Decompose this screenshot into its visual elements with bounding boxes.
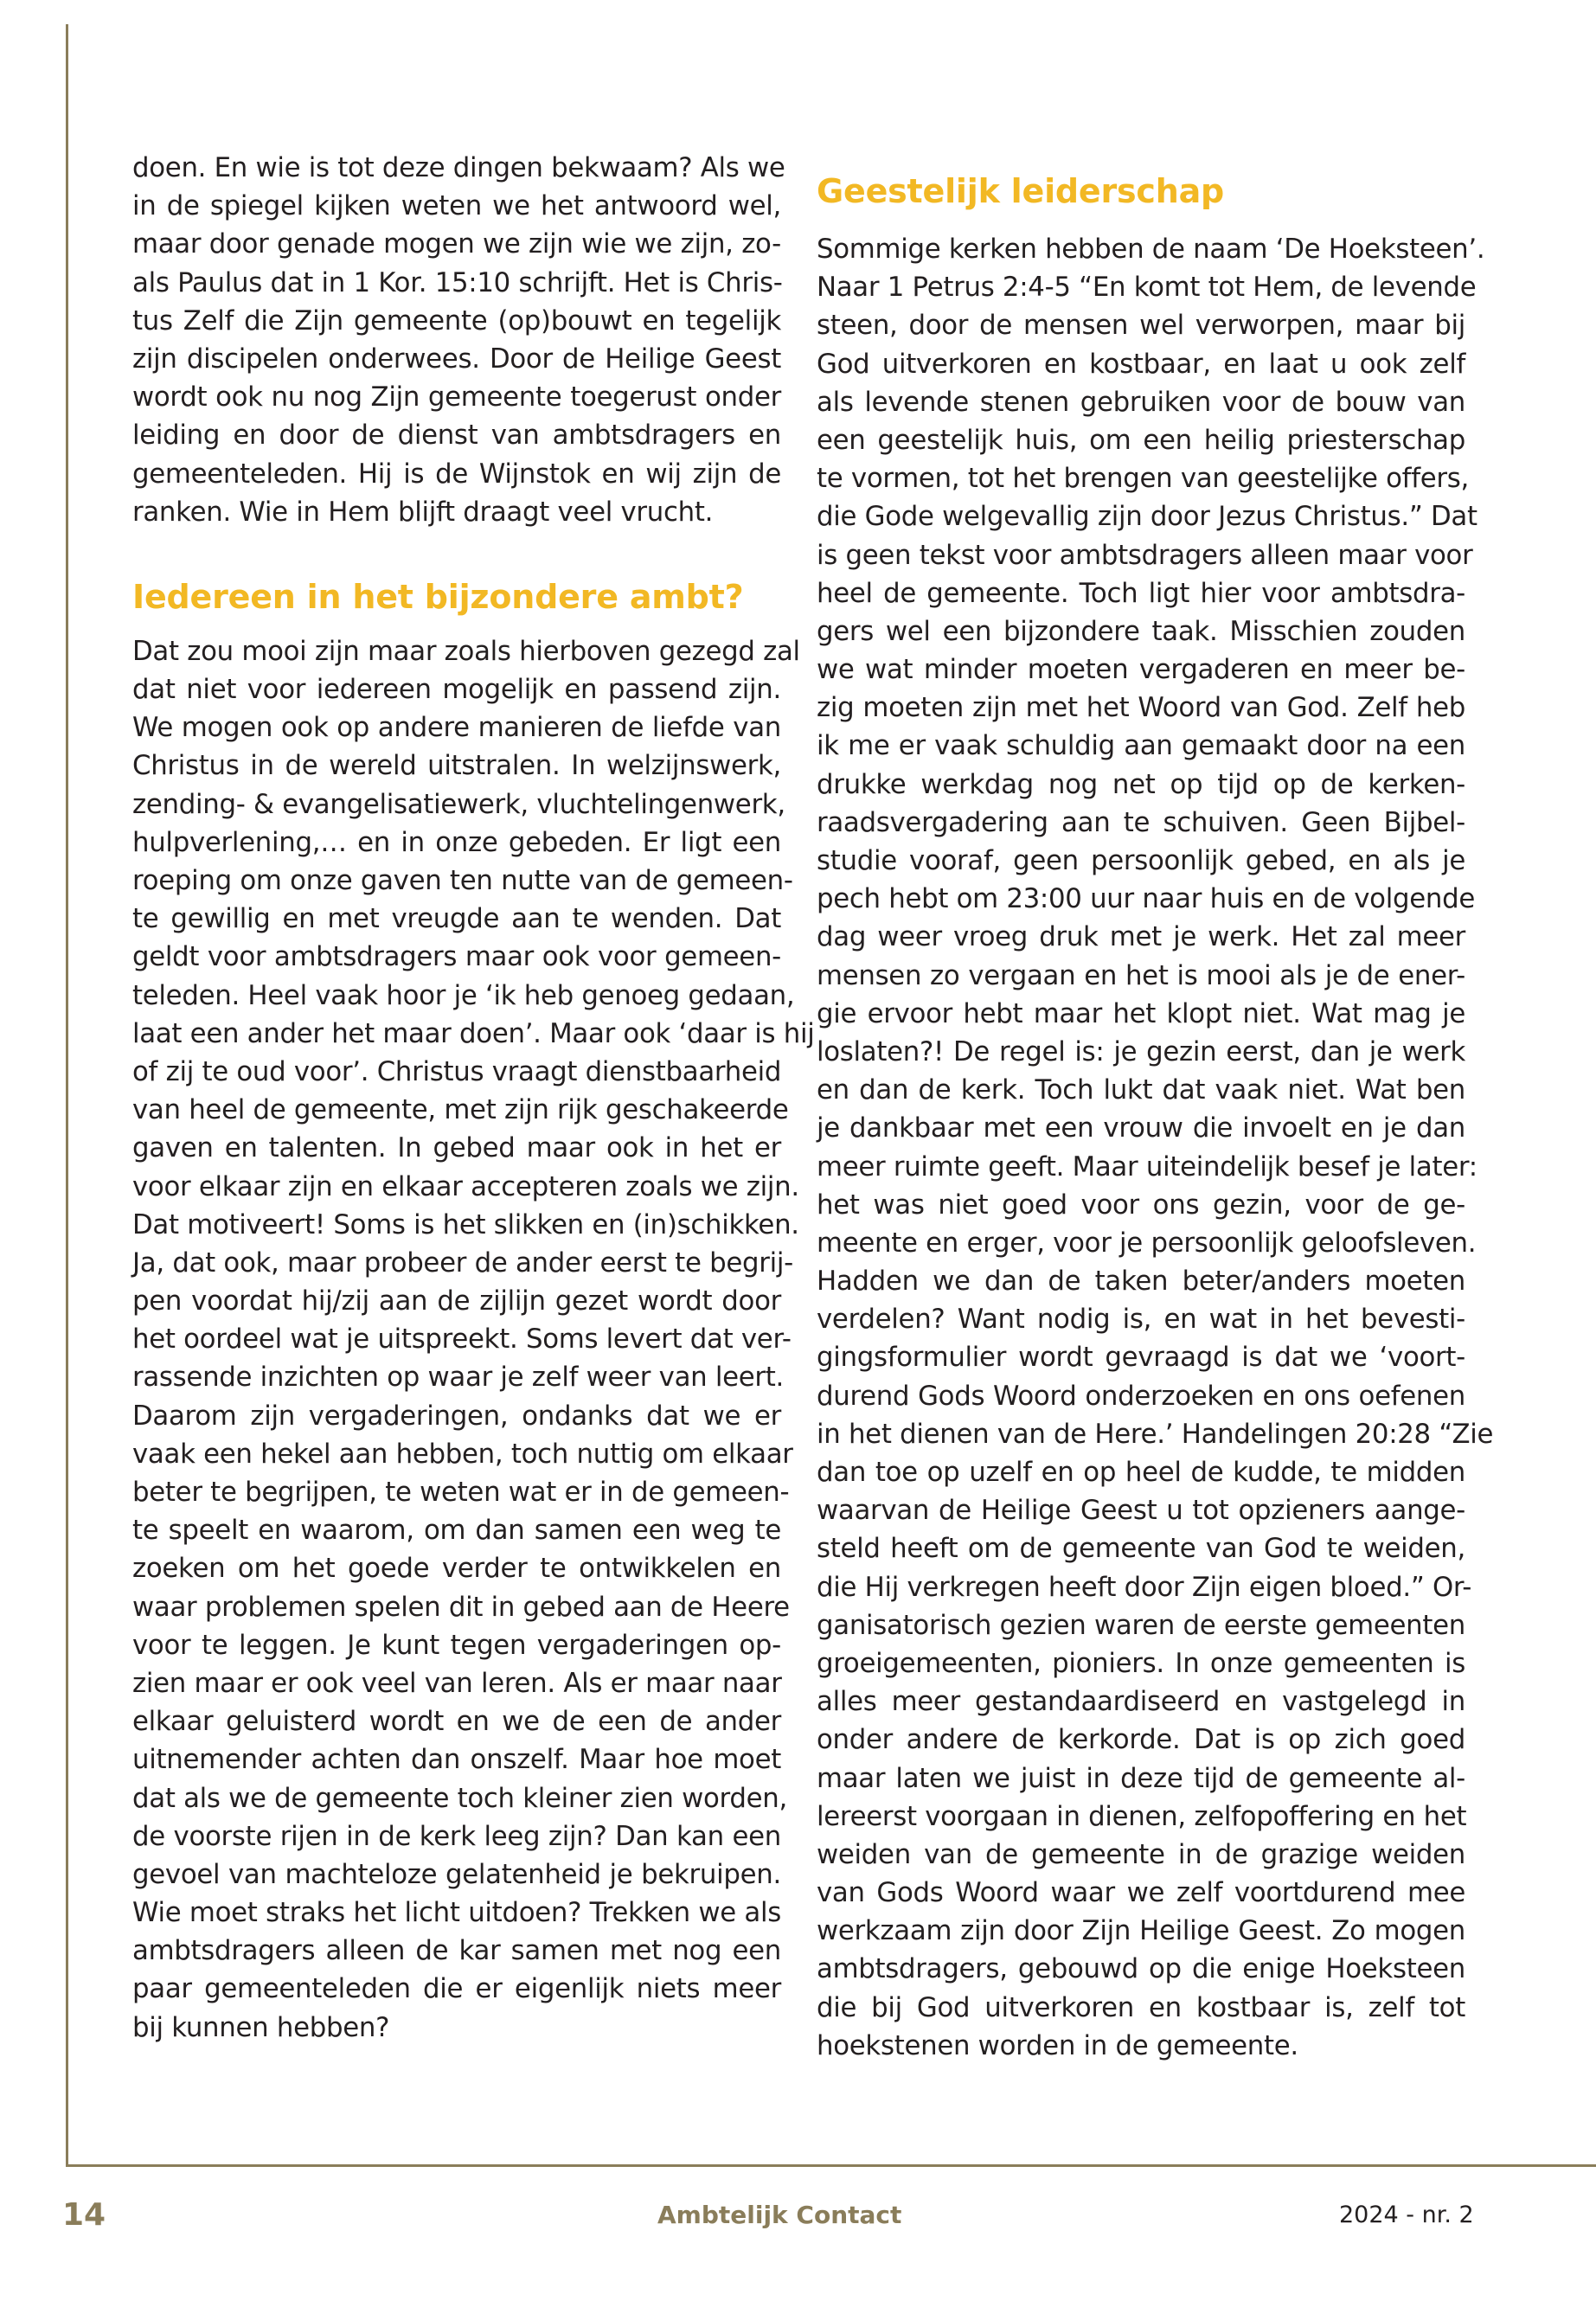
text-line: ganisatorisch gezien waren de eerste gemeenten xyxy=(817,1609,1465,1641)
left-column xyxy=(132,149,815,2047)
text-line: dat als we de gemeente toch kleiner zien worden, xyxy=(132,1782,787,1814)
text-line: Daarom zijn vergaderingen, ondanks dat we er xyxy=(132,1400,781,1432)
text-line: zig moeten zijn met het Woord van God. Zelf heb xyxy=(817,692,1465,724)
text-line: meer ruimte geeft. Maar uiteindelijk besef je later: xyxy=(817,1150,1477,1183)
text-line: die Hij verkregen heeft door Zijn eigen bloed.” Or- xyxy=(817,1571,1472,1603)
text-line: mensen zo vergaan en het is mooi als je de ener- xyxy=(817,959,1465,991)
text-line: gevoel van machteloze gelatenheid je bekruipen. xyxy=(132,1858,781,1890)
text-line: weiden van de gemeente in de grazige weiden xyxy=(817,1838,1465,1870)
text-line: teleden. Heel vaak hoor je ‘ik heb genoeg gedaan, xyxy=(132,979,795,1011)
text-line: elkaar geluisterd wordt en we de een de ander xyxy=(132,1706,781,1738)
text-line: gemeenteleden. Hij is de Wijnstok en wij zijn de xyxy=(132,458,781,490)
text-line: voor elkaar zijn en elkaar accepteren zoals we zijn. xyxy=(132,1170,799,1202)
text-line: laat een ander het maar doen’. Maar ook ‘daar is hij xyxy=(132,1017,815,1049)
text-line: die bij God uitverkoren en kostbaar is, zelf tot xyxy=(817,1991,1465,2023)
text-line: en dan de kerk. Toch lukt dat vaak niet. Wat ben xyxy=(817,1074,1465,1106)
text-line: meente en erger, voor je persoonlijk geloofsleven. xyxy=(817,1227,1477,1259)
text-line: gingsformulier wordt gevraagd is dat we ‘voort- xyxy=(817,1342,1465,1374)
text-line: maar door genade mogen we zijn wie we zijn, zo- xyxy=(132,228,781,260)
text-line: roeping om onze gaven ten nutte van de gemeen- xyxy=(132,865,793,896)
text-line: hulpverlening,… en in onze gebeden. Er ligt een xyxy=(132,826,781,858)
text-line: zending- & evangelisatiewerk, vluchtelingenwerk, xyxy=(132,788,785,820)
text-line: waar problemen spelen dit in gebed aan de Heere xyxy=(132,1591,790,1623)
text-line: Ja, dat ook, maar probeer de ander eerst te begrij- xyxy=(132,1247,793,1279)
text-line: maar laten we juist in deze tijd de gemeente al- xyxy=(817,1762,1465,1794)
left-paragraph-1 xyxy=(132,149,785,531)
text-line: Sommige kerken hebben de naam ‘De Hoeksteen’. xyxy=(817,234,1485,265)
text-line: pech hebt om 23:00 uur naar huis en de volgende xyxy=(817,883,1475,915)
page-number: 14 xyxy=(62,2197,106,2233)
section-heading-iedereen: Iedereen in het bijzondere ambt? xyxy=(132,577,744,616)
text-line: Wie moet straks het licht uitdoen? Trekken we als xyxy=(132,1897,781,1929)
text-line: te speelt en waarom, om dan samen een weg te xyxy=(132,1515,781,1547)
text-line: een geestelijk huis, om een heilig priesterschap xyxy=(817,424,1465,456)
text-line: alles meer gestandaardiseerd en vastgelegd in xyxy=(817,1686,1465,1718)
text-line: het oordeel wat je uitspreekt. Soms levert dat ver- xyxy=(132,1324,792,1356)
text-line: leiding en door de dienst van ambtsdragers en xyxy=(132,420,781,452)
footer-horizontal-rule xyxy=(66,2164,1596,2167)
text-line: zijn discipelen onderwees. Door de Heilige Geest xyxy=(132,343,781,375)
text-line: tus Zelf die Zijn gemeente (op)bouwt en tegelijk xyxy=(132,304,781,336)
text-line: God uitverkoren en kostbaar, en laat u ook zelf xyxy=(817,348,1465,380)
text-line: doen. En wie is tot deze dingen bekwaam? Als we xyxy=(132,152,785,183)
left-paragraph-2 xyxy=(132,632,815,2047)
text-line: de voorste rijen in de kerk leeg zijn? Dan kan een xyxy=(132,1820,781,1852)
text-line: van Gods Woord waar we zelf voortdurend mee xyxy=(817,1877,1465,1909)
text-line: bij kunnen hebben? xyxy=(132,2011,390,2043)
text-line: onder andere de kerkorde. Dat is op zich goed xyxy=(817,1724,1465,1756)
text-line: raadsvergadering aan te schuiven. Geen Bijbel- xyxy=(817,806,1465,838)
text-line: waarvan de Heilige Geest u tot opzieners aange- xyxy=(817,1495,1465,1527)
text-line: we wat minder moeten vergaderen en meer be- xyxy=(817,654,1465,686)
text-line: steen, door de mensen wel verworpen, maar bij xyxy=(817,310,1465,342)
text-line: Dat zou mooi zijn maar zoals hierboven gezegd zal xyxy=(132,635,800,667)
text-line: We mogen ook op andere manieren de liefde van xyxy=(132,712,781,744)
publication-title: Ambtelijk Contact xyxy=(657,2201,902,2229)
text-line: Dat motiveert! Soms is het slikken en (in)schikken. xyxy=(132,1208,799,1240)
text-line: je dankbaar met een vrouw die invoelt en je dan xyxy=(817,1112,1465,1144)
text-line: pen voordat hij/zij aan de zijlijn gezet wordt door xyxy=(132,1285,781,1317)
text-line: dag weer vroeg druk met je werk. Het zal meer xyxy=(817,921,1465,953)
text-line: ambtsdragers alleen de kar samen met nog een xyxy=(132,1935,781,1967)
left-vertical-rule xyxy=(66,24,68,2166)
text-line: te vormen, tot het brengen van geestelijke offers, xyxy=(817,463,1469,495)
section-heading-geestelijk: Geestelijk leiderschap xyxy=(817,172,1225,210)
text-line: gie ervoor hebt maar het klopt niet. Wat mag je xyxy=(817,997,1465,1029)
text-line: steld heeft om de gemeente van God te weiden, xyxy=(817,1533,1465,1565)
text-line: als levende stenen gebruiken voor de bouw van xyxy=(817,386,1465,418)
text-line: die Gode welgevallig zijn door Jezus Christus.” Dat xyxy=(817,501,1477,533)
text-line: is geen tekst voor ambtsdragers alleen maar voor xyxy=(817,539,1473,571)
text-line: werkzaam zijn door Zijn Heilige Geest. Zo mogen xyxy=(817,1915,1465,1947)
text-line: dan toe op uzelf en op heel de kudde, te midden xyxy=(817,1457,1465,1488)
text-line: of zij te oud voor’. Christus vraagt dienstbaarheid xyxy=(132,1055,782,1087)
right-paragraph xyxy=(817,230,1494,2065)
text-line: uitnemender achten dan onszelf. Maar hoe moet xyxy=(132,1744,781,1776)
text-line: dat niet voor iedereen mogelijk en passend zijn. xyxy=(132,674,781,706)
text-line: vaak een hekel aan hebben, toch nuttig om elkaar xyxy=(132,1438,793,1470)
text-line: in het dienen van de Here.’ Handelingen 20:28 “Zie xyxy=(817,1418,1494,1450)
text-line: drukke werkdag nog net op tijd op de kerken- xyxy=(817,768,1465,800)
text-line: in de spiegel kijken weten we het antwoord wel, xyxy=(132,190,781,222)
text-line: groeigemeenten, pioniers. In onze gemeenten is xyxy=(817,1647,1465,1679)
text-line: gers wel een bijzondere taak. Misschien zouden xyxy=(817,615,1465,647)
text-line: lereerst voorgaan in dienen, zelfopoffering en het xyxy=(817,1800,1467,1832)
right-column xyxy=(817,164,1494,2065)
text-line: verdelen? Want nodig is, en wat in het bevesti- xyxy=(817,1304,1465,1336)
text-line: Hadden we dan de taken beter/anders moeten xyxy=(817,1266,1465,1298)
text-line: Christus in de wereld uitstralen. In welzijnswerk, xyxy=(132,750,781,782)
text-line: hoekstenen worden in de gemeente. xyxy=(817,2029,1298,2061)
text-line: geldt voor ambtsdragers maar ook voor gemeen- xyxy=(132,941,781,973)
text-line: studie vooraf, geen persoonlijk gebed, en als je xyxy=(817,845,1465,876)
text-line: ik me er vaak schuldig aan gemaakt door na een xyxy=(817,730,1465,762)
text-line: Naar 1 Petrus 2:4-5 “En komt tot Hem, de levende xyxy=(817,272,1477,304)
text-line: gaven en talenten. In gebed maar ook in het er xyxy=(132,1132,781,1164)
text-line: heel de gemeente. Toch ligt hier voor ambtsdra- xyxy=(817,577,1465,609)
text-line: van heel de gemeente, met zijn rijk geschakeerde xyxy=(132,1094,789,1126)
text-line: zien maar er ook veel van leren. Als er maar naar xyxy=(132,1667,782,1699)
issue-number: 2024 - nr. 2 xyxy=(1339,2202,1474,2228)
text-line: rassende inzichten op waar je zelf weer van leert. xyxy=(132,1362,785,1394)
text-line: ranken. Wie in Hem blijft draagt veel vrucht. xyxy=(132,496,714,528)
text-line: beter te begrijpen, te weten wat er in de gemeen- xyxy=(132,1477,790,1508)
text-line: voor te leggen. Je kunt tegen vergaderingen op- xyxy=(132,1629,781,1661)
text-line: het was niet goed voor ons gezin, voor de ge- xyxy=(817,1189,1465,1221)
text-line: wordt ook nu nog Zijn gemeente toegerust onder xyxy=(132,381,781,413)
text-line: te gewillig en met vreugde aan te wenden. Dat xyxy=(132,903,781,935)
text-line: paar gemeenteleden die er eigenlijk niets meer xyxy=(132,1973,781,2005)
text-line: als Paulus dat in 1 Kor. 15:10 schrijft. Het is Chris- xyxy=(132,266,783,298)
text-line: ambtsdragers, gebouwd op die enige Hoeksteen xyxy=(817,1953,1465,1985)
text-line: durend Gods Woord onderzoeken en ons oefenen xyxy=(817,1380,1465,1412)
text-line: zoeken om het goede verder te ontwikkelen en xyxy=(132,1553,781,1585)
text-line: loslaten?! De regel is: je gezin eerst, dan je werk xyxy=(817,1035,1465,1067)
